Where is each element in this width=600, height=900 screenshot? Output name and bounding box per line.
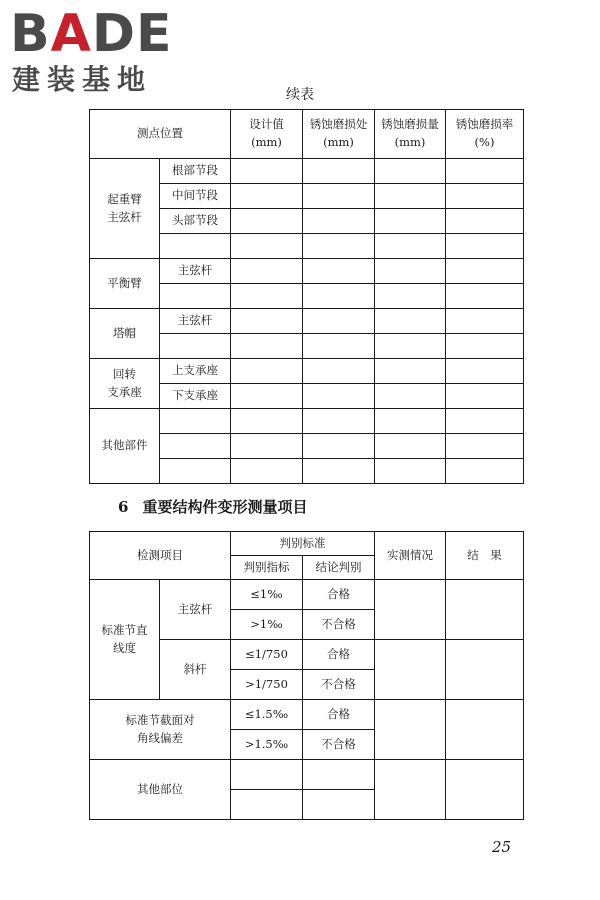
group-jib-chord: 起重臂 主弦杆	[90, 159, 160, 259]
corrosion-wear-table	[89, 109, 524, 484]
table-row	[90, 159, 524, 184]
group-other-parts: 其他部件	[90, 409, 160, 484]
sub-diagonal: 斜杆	[160, 640, 231, 700]
logo-wordmark: BADE	[10, 4, 173, 64]
conclusion-cell: 合格	[303, 700, 375, 730]
conclusion-cell: 不合格	[303, 670, 375, 700]
header-corrosion-point: 锈蚀磨损处 (mm)	[303, 110, 375, 159]
table-row	[90, 700, 524, 730]
item-other: 其他部位	[90, 760, 231, 820]
conclusion-cell: 合格	[303, 580, 375, 610]
row-label: 主弦杆	[160, 309, 231, 334]
table-row	[90, 760, 524, 790]
conclusion-cell: 不合格	[303, 610, 375, 640]
index-cell: >1.5‰	[231, 730, 303, 760]
row-label: 上支承座	[160, 359, 231, 384]
conclusion-cell: 合格	[303, 640, 375, 670]
header-corrosion-amount: 锈蚀磨损量 (mm)	[375, 110, 446, 159]
row-label	[160, 434, 231, 459]
table-row	[90, 359, 524, 384]
row-label	[160, 409, 231, 434]
header-criteria: 判别标准	[231, 532, 375, 556]
index-cell: >1‰	[231, 610, 303, 640]
row-label	[160, 334, 231, 359]
group-counter-jib: 平衡臂	[90, 259, 160, 309]
index-cell: ≤1/750	[231, 640, 303, 670]
table-row	[90, 580, 524, 610]
row-label: 根部节段	[160, 159, 231, 184]
group-slewing-support: 回转 支承座	[90, 359, 160, 409]
index-cell: ≤1‰	[231, 580, 303, 610]
header-inspection-item: 检测项目	[90, 532, 231, 580]
item-diagonal-deviation: 标准节截面对 角线偏差	[90, 700, 231, 760]
row-label: 下支承座	[160, 384, 231, 409]
row-label	[160, 284, 231, 309]
index-cell: ≤1.5‰	[231, 700, 303, 730]
row-label	[160, 234, 231, 259]
header-actual: 实测情况	[375, 532, 446, 580]
table-row	[90, 309, 524, 334]
header-index: 判别指标	[231, 556, 303, 580]
row-label: 中间节段	[160, 184, 231, 209]
deformation-measurement-table	[89, 531, 524, 820]
header-measure-location: 测点位置	[90, 110, 231, 159]
item-straightness: 标准节直 线度	[90, 580, 160, 700]
header-conclusion: 结论判别	[303, 556, 375, 580]
sub-main-chord: 主弦杆	[160, 580, 231, 640]
row-label: 主弦杆	[160, 259, 231, 284]
conclusion-cell: 不合格	[303, 730, 375, 760]
logo-subtitle: 建装基地	[12, 63, 153, 96]
header-result: 结 果	[446, 532, 524, 580]
table-caption: 续表	[286, 87, 314, 103]
page-number: 25	[492, 838, 512, 856]
group-tower-cap: 塔帽	[90, 309, 160, 359]
header-corrosion-rate: 锈蚀磨损率 (%)	[446, 110, 524, 159]
section-heading: 6 重要结构件变形测量项目	[118, 498, 308, 516]
table-row	[90, 259, 524, 284]
table-row	[90, 409, 524, 434]
row-label: 头部节段	[160, 209, 231, 234]
header-design-value: 设计值 (mm)	[231, 110, 303, 159]
row-label	[160, 459, 231, 484]
index-cell: >1/750	[231, 670, 303, 700]
